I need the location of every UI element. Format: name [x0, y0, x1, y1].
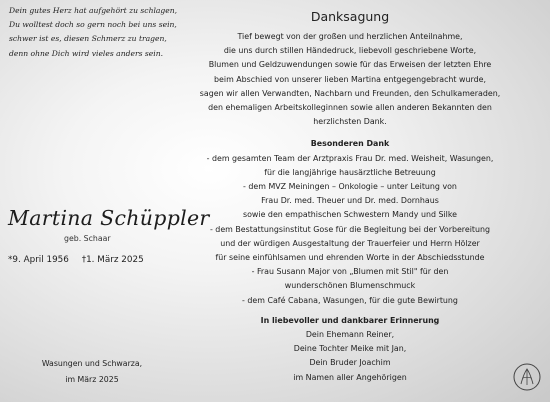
special-line: sowie den empathischen Schwestern Mandy und Silke	[242, 210, 458, 220]
signatories	[190, 328, 510, 385]
special-line: für die langjährige hausärztliche Betreuung	[264, 167, 436, 177]
special-line: - dem MVZ Meiningen – Onkologie – unter Leitung von	[243, 182, 457, 192]
poem	[9, 4, 184, 61]
maiden-name: geb. Schaar	[64, 234, 111, 243]
special-line: - dem gesamten Team der Arztpraxis Frau Dr. med. Weisheit, Wasungen,	[206, 153, 494, 163]
birth-date: *9. April 1956	[8, 255, 69, 265]
intro-line: herzlichsten Dank.	[313, 117, 387, 127]
thanks-column	[190, 0, 510, 385]
deceased-name: Martina Schüppler	[8, 206, 210, 230]
special-line: - Frau Susann Major von „Blumen mit Stil" für den	[251, 267, 449, 277]
memory-heading: In liebevoller und dankbarer Erinnerung	[260, 315, 440, 325]
signatory-line: Dein Ehemann Reiner,	[305, 330, 395, 340]
signatory-line: Deine Tochter Meike mit Jan,	[293, 344, 407, 354]
special-line: - dem Bestattungsinstitut Gose für die Begleitung bei der Vorbereitung	[209, 224, 491, 234]
intro-line: sagen wir allen Verwandten, Nachbarn und Freunden, den Schulkameraden,	[199, 88, 501, 98]
intro-text	[190, 30, 510, 129]
death-date: †1. März 2025	[81, 255, 144, 265]
special-thanks-list	[190, 152, 510, 308]
special-line: wunderschönen Blumenschmuck	[284, 281, 416, 291]
place-date	[22, 356, 162, 388]
place-line: Wasungen und Schwarza,	[41, 359, 143, 368]
life-dates	[8, 255, 193, 265]
poem-line: Du wolltest doch so gern noch bei uns sein,	[9, 20, 177, 30]
special-line: Frau Dr. med. Theuer und Dr. med. Dornhaus	[261, 196, 439, 206]
signatory-line: im Namen aller Angehörigen	[293, 372, 407, 382]
special-thanks-heading: Besonderen Dank	[310, 139, 390, 149]
special-line: - dem Café Cabana, Wasungen, für die gute Bewirtung	[242, 295, 458, 305]
special-line: für seine einfühlsamen und ehrenden Worte in der Abschiedsstunde	[215, 253, 485, 263]
signatory-line: Dein Bruder Joachim	[309, 358, 391, 368]
intro-line: die uns durch stillen Händedruck, liebevoll geschriebene Worte,	[223, 46, 477, 56]
intro-line: den ehemaligen Arbeitskolleginnen sowie allen anderen Bekannten den	[208, 103, 492, 113]
poem-line: schwer ist es, diesen Schmerz zu tragen,	[9, 34, 167, 44]
emblem-icon	[512, 362, 542, 392]
poem-line: denn ohne Dich wird vieles anders sein.	[9, 48, 164, 58]
intro-line: Blumen und Geldzuwendungen sowie für das Erweisen der letzten Ehre	[208, 60, 492, 70]
thanks-heading: Danksagung	[310, 9, 390, 24]
poem-line: Dein gutes Herz hat aufgehört zu schlagen,	[9, 6, 178, 15]
intro-line: Tief bewegt von der großen und herzlichen Anteilnahme,	[237, 32, 463, 41]
special-line: und der würdigen Ausgestaltung der Trauerfeier und Herrn Hölzer	[220, 238, 480, 248]
date-line: im März 2025	[65, 375, 119, 384]
deceased-block	[8, 206, 210, 265]
intro-line: beim Abschied von unserer lieben Martina entgegengebracht wurde,	[214, 74, 486, 84]
